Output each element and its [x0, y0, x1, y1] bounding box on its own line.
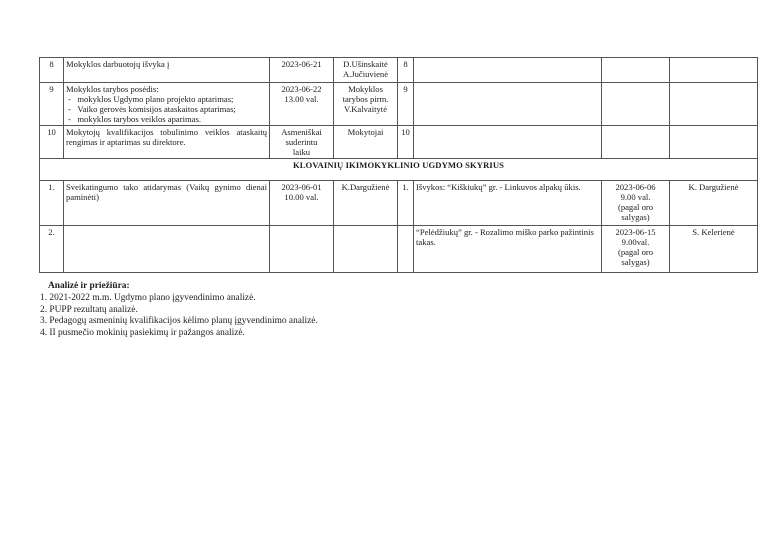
date-cell: Asmeniškai suderintu laiku: [270, 126, 334, 159]
row-number-secondary: 9: [398, 83, 414, 126]
empty-cell: [602, 58, 670, 83]
responsible-cell: D.Ušinskaitė A.Jučiuvienė: [334, 58, 398, 83]
table-row: [40, 126, 758, 159]
date-cell: [270, 226, 334, 273]
empty-cell: [670, 83, 758, 126]
row-number: 2.: [40, 226, 64, 273]
activity-title: Mokyklos tarybos posėdis:: [66, 84, 159, 94]
section-header: KLOVAINIŲ IKIMOKYKLINIO UGDYMO SKYRIUS: [40, 159, 758, 181]
event-cell: “Pelėdžiukų” gr. - Rozalimo miško parko pažintinis takas.: [414, 226, 602, 273]
date-cell: 2023-06-21: [270, 58, 334, 83]
activity-cell: Mokyklos darbuotojų išvyka į: [64, 58, 270, 83]
list-item: - mokyklos Ugdymo plano projekto aptarimas;: [68, 94, 234, 105]
empty-cell: [670, 126, 758, 159]
date-cell: 2023-06-22 13.00 val.: [270, 83, 334, 126]
event-date-cell: 2023-06-15 9.00val. (pagal oro salygas): [602, 226, 670, 273]
list-item: 2. PUPP rezultatų analizė.: [40, 304, 138, 315]
list-item: - Vaiko gerovės komisijos ataskaitos aptarimas;: [68, 104, 236, 115]
empty-cell: [670, 58, 758, 83]
row-number-secondary: [398, 226, 414, 273]
empty-cell: [602, 83, 670, 126]
responsible-cell: K.Dargužienė: [334, 181, 398, 226]
responsible-cell: [334, 226, 398, 273]
empty-cell: [414, 83, 602, 126]
event-responsible-cell: K. Dargužienė: [670, 181, 758, 226]
analysis-section: [40, 281, 318, 340]
list-item: 4. II pusmečio mokinių pasiekimų ir pažangos analizė.: [40, 328, 245, 338]
event-cell: Išvykos: “Kiškiukų” gr. - Linkuvos alpakų ūkis.: [414, 181, 602, 226]
section-header-row: [40, 159, 758, 181]
row-number: 1.: [40, 181, 64, 226]
row-number: 10: [40, 126, 64, 159]
activity-plan-table: [39, 57, 758, 273]
responsible-cell: Mokyklos tarybos pirm. V.Kalvaitytė: [334, 83, 398, 126]
table-row: [40, 58, 758, 83]
analysis-title: Analizė ir priežiūra:: [48, 281, 130, 291]
responsible-cell: Mokytojai: [334, 126, 398, 159]
table-row: [40, 226, 758, 273]
table-row: [40, 181, 758, 226]
list-item: 3. Pedagogų asmeninių kvalifikacijos kėlimo planų įgyvendinimo analizė.: [40, 316, 318, 327]
list-item: 1. 2021-2022 m.m. Ugdymo plano įgyvendinimo analizė.: [40, 292, 256, 303]
event-responsible-cell: S. Kelerienė: [670, 226, 758, 273]
empty-cell: [602, 126, 670, 159]
date-cell: 2023-06-01 10.00 val.: [270, 181, 334, 226]
list-item: - mokyklos tarybos veiklos aparimas.: [68, 114, 201, 125]
row-number-secondary: 10: [398, 126, 414, 159]
row-number: 9: [40, 83, 64, 126]
event-date-cell: 2023-06-06 9.00 val. (pagal oro salygas): [602, 181, 670, 226]
empty-cell: [414, 58, 602, 83]
activity-cell: Sveikatingumo tako atidarymas (Vaikų gynimo dienai paminėti): [64, 181, 270, 226]
activity-cell: [64, 226, 270, 273]
activity-cell: [64, 83, 270, 126]
row-number-secondary: 1.: [398, 181, 414, 226]
table-row: [40, 83, 758, 126]
row-number-secondary: 8: [398, 58, 414, 83]
empty-cell: [414, 126, 602, 159]
row-number: 8: [40, 58, 64, 83]
activity-cell: Mokytojų kvalifikacijos tobulinimo veiklos ataskaitų rengimas ir aptarimas su direktore.: [64, 126, 270, 159]
